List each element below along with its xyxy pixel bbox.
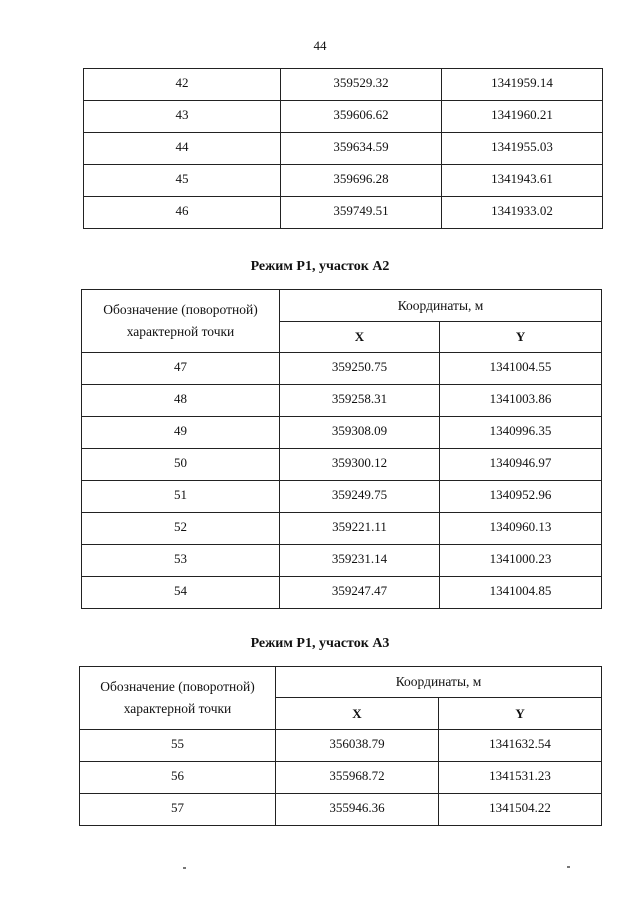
point-number-cell: 54 bbox=[82, 577, 280, 609]
point-number-cell: 46 bbox=[84, 197, 281, 229]
point-number-cell: 53 bbox=[82, 545, 280, 577]
point-number-cell: 49 bbox=[82, 417, 280, 449]
x-coordinate-cell: 359300.12 bbox=[280, 449, 440, 481]
coordinates-table-a3 bbox=[79, 666, 602, 826]
table-row bbox=[82, 385, 602, 417]
point-designation-line1: Обозначение (поворотной) bbox=[100, 679, 255, 694]
point-number-cell: 44 bbox=[84, 133, 281, 165]
section-title-a3: Режим Р1, участок А3 bbox=[250, 636, 390, 651]
table-row bbox=[82, 545, 602, 577]
x-coordinate-cell: 359634.59 bbox=[281, 133, 442, 165]
y-header: Y bbox=[439, 698, 602, 730]
table-row bbox=[84, 101, 603, 133]
x-coordinate-cell: 359250.75 bbox=[280, 353, 440, 385]
table-row bbox=[82, 577, 602, 609]
x-coordinate-cell: 356038.79 bbox=[276, 730, 439, 762]
point-designation-line1: Обозначение (поворотной) bbox=[103, 302, 258, 317]
x-coordinate-cell: 359308.09 bbox=[280, 417, 440, 449]
table-row bbox=[82, 417, 602, 449]
scan-speck bbox=[183, 867, 186, 869]
y-coordinate-cell: 1341531.23 bbox=[439, 762, 602, 794]
y-coordinate-cell: 1341955.03 bbox=[442, 133, 603, 165]
point-designation-line2: характерной точки bbox=[123, 701, 232, 716]
point-number-cell: 52 bbox=[82, 513, 280, 545]
y-coordinate-cell: 1341632.54 bbox=[439, 730, 602, 762]
page-number: 44 bbox=[313, 38, 327, 53]
section-title-a2: Режим Р1, участок А2 bbox=[250, 259, 390, 274]
point-number-cell: 45 bbox=[84, 165, 281, 197]
y-coordinate-cell: 1341943.61 bbox=[442, 165, 603, 197]
table-row bbox=[82, 449, 602, 481]
coordinates-header: Координаты, м bbox=[276, 667, 602, 698]
x-coordinate-cell: 359696.28 bbox=[281, 165, 442, 197]
y-coordinate-cell: 1340946.97 bbox=[440, 449, 602, 481]
x-coordinate-cell: 359529.32 bbox=[281, 69, 442, 101]
coordinates-table-a2 bbox=[81, 289, 602, 609]
table3-body bbox=[80, 730, 602, 826]
coordinates-header: Координаты, м bbox=[280, 290, 602, 322]
x-coordinate-cell: 359258.31 bbox=[280, 385, 440, 417]
y-coordinate-cell: 1340960.13 bbox=[440, 513, 602, 545]
table-row bbox=[80, 762, 602, 794]
table-row bbox=[84, 197, 603, 229]
table2-body bbox=[82, 353, 602, 609]
x-coordinate-cell: 355946.36 bbox=[276, 794, 439, 826]
table-row bbox=[82, 353, 602, 385]
x-coordinate-cell: 355968.72 bbox=[276, 762, 439, 794]
scan-speck bbox=[567, 866, 570, 868]
y-header: Y bbox=[440, 322, 602, 353]
y-coordinate-cell: 1341000.23 bbox=[440, 545, 602, 577]
point-number-cell: 43 bbox=[84, 101, 281, 133]
x-coordinate-cell: 359249.75 bbox=[280, 481, 440, 513]
table-row bbox=[80, 794, 602, 826]
point-number-cell: 55 bbox=[80, 730, 276, 762]
point-number-cell: 42 bbox=[84, 69, 281, 101]
y-coordinate-cell: 1340952.96 bbox=[440, 481, 602, 513]
y-coordinate-cell: 1341959.14 bbox=[442, 69, 603, 101]
y-coordinate-cell: 1340996.35 bbox=[440, 417, 602, 449]
y-coordinate-cell: 1341004.85 bbox=[440, 577, 602, 609]
x-coordinate-cell: 359247.47 bbox=[280, 577, 440, 609]
point-designation-header bbox=[80, 667, 276, 730]
table-row bbox=[80, 730, 602, 762]
coordinates-table-continued bbox=[83, 68, 603, 229]
x-coordinate-cell: 359221.11 bbox=[280, 513, 440, 545]
table-row bbox=[84, 133, 603, 165]
y-coordinate-cell: 1341003.86 bbox=[440, 385, 602, 417]
point-designation-header bbox=[82, 290, 280, 353]
y-coordinate-cell: 1341504.22 bbox=[439, 794, 602, 826]
table-row bbox=[82, 513, 602, 545]
table-row bbox=[84, 69, 603, 101]
x-coordinate-cell: 359231.14 bbox=[280, 545, 440, 577]
x-coordinate-cell: 359749.51 bbox=[281, 197, 442, 229]
x-header: X bbox=[276, 698, 439, 730]
point-designation-line2: характерной точки bbox=[126, 324, 235, 339]
point-number-cell: 56 bbox=[80, 762, 276, 794]
y-coordinate-cell: 1341933.02 bbox=[442, 197, 603, 229]
table-row bbox=[82, 481, 602, 513]
point-number-cell: 50 bbox=[82, 449, 280, 481]
y-coordinate-cell: 1341960.21 bbox=[442, 101, 603, 133]
table-row bbox=[84, 165, 603, 197]
point-number-cell: 57 bbox=[80, 794, 276, 826]
point-number-cell: 51 bbox=[82, 481, 280, 513]
x-coordinate-cell: 359606.62 bbox=[281, 101, 442, 133]
x-header: X bbox=[280, 322, 440, 353]
point-number-cell: 47 bbox=[82, 353, 280, 385]
point-number-cell: 48 bbox=[82, 385, 280, 417]
y-coordinate-cell: 1341004.55 bbox=[440, 353, 602, 385]
table1-body bbox=[84, 69, 603, 229]
